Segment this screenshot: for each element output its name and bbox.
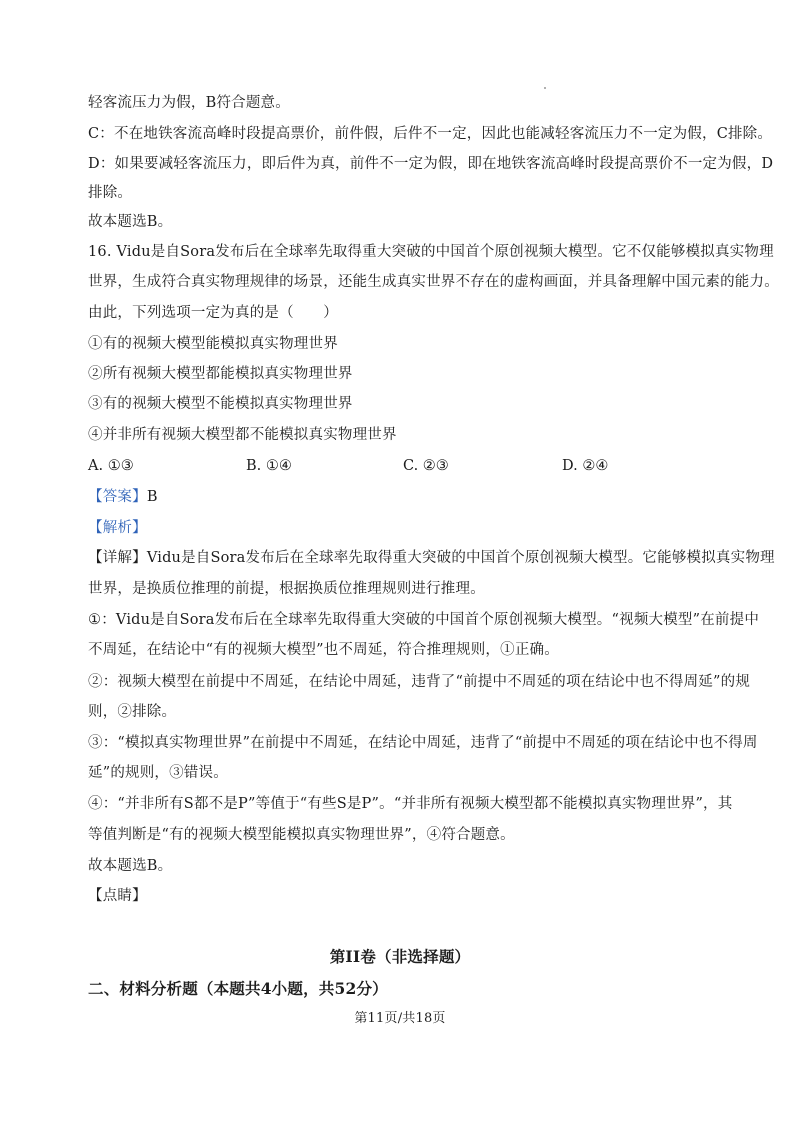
- option-d: D. ②④: [562, 458, 609, 474]
- section-title: 二、材料分析题（本题共4小题，共52分）: [88, 979, 388, 998]
- text-line: D：如果要减轻客流压力，即后件为真，前件不一定为假，即在地铁客流高峰时段提高票价不一定为假，D: [88, 156, 774, 172]
- statement-2: ②所有视频大模型都能模拟真实物理世界: [88, 366, 353, 382]
- detail-line: 等值判断是“有的视频大模型能模拟真实物理世界”，④符合题意。: [88, 827, 515, 843]
- scan-speck: [544, 87, 546, 89]
- detail-text: Vidu是自Sora发布后在全球率先取得重大突破的中国首个原创视频大模型。它能够模拟真实物理: [146, 550, 775, 566]
- detail-line: 延”的规则，③错误。: [88, 765, 228, 781]
- text-line: 故本题选B。: [88, 214, 173, 230]
- detail-line: 故本题选B。: [88, 858, 173, 874]
- question-16-stem: 16. Vidu是自Sora发布后在全球率先取得重大突破的中国首个原创视频大模型。它不仅能够模拟真实物理: [88, 244, 774, 260]
- detail-line: ③：“模拟真实物理世界”在前提中不周延，在结论中周延，违背了“前提中不周延的项在结论中也不得周: [88, 735, 758, 751]
- detail-line: 则，②排除。: [88, 704, 177, 720]
- statement-1: ①有的视频大模型能模拟真实物理世界: [88, 336, 338, 352]
- analysis-tag: 【解析】: [88, 520, 147, 536]
- text-line: 由此，下列选项一定为真的是（ ）: [88, 305, 338, 321]
- volume-title: 第II卷（非选择题）: [329, 947, 471, 966]
- option-c: C. ②③: [403, 458, 449, 474]
- text-line: 排除。: [88, 185, 133, 201]
- text-line: C：不在地铁客流高峰时段提高票价，前件假，后件不一定，因此也能减轻客流压力不一定为假，C排除。: [88, 126, 773, 142]
- detail-line: ②：视频大模型在前提中不周延，在结论中周延，违背了“前提中不周延的项在结论中也不得周延”的规: [88, 674, 751, 690]
- highlight-tag: 【点睛】: [88, 888, 147, 904]
- text-line: 世界，生成符合真实物理规律的场景，还能生成真实世界不存在的虚构画面，并具备理解中国元素的能力。: [88, 274, 779, 290]
- statement-3: ③有的视频大模型不能模拟真实物理世界: [88, 396, 353, 412]
- answer-tag: 【答案】: [88, 489, 147, 505]
- option-b: B. ①④: [246, 458, 292, 474]
- statement-4: ④并非所有视频大模型都不能模拟真实物理世界: [88, 427, 397, 443]
- detail-line: ④：“并非所有S都不是P”等值于“有些S是P”。“并非所有视频大模型都不能模拟真实物理世界”，其: [88, 796, 733, 812]
- detail-line: 不周延，在结论中“有的视频大模型”也不周延，符合推理规则，①正确。: [88, 642, 559, 658]
- detail-tag: 【详解】: [88, 550, 147, 566]
- detail-line: ①：Vidu是自Sora发布后在全球率先取得重大突破的中国首个原创视频大模型。“视频大模型”在前提中: [88, 612, 760, 628]
- detail-line: 世界，是换质位推理的前提，根据换质位推理规则进行推理。: [88, 581, 485, 597]
- answer-line: [88, 488, 728, 506]
- text-line: 轻客流压力为假，B符合题意。: [88, 95, 290, 111]
- page-footer: 第11页/共18页: [354, 1011, 446, 1026]
- detail-line: [88, 549, 775, 567]
- option-a: A. ①③: [88, 458, 134, 474]
- answer-value: B: [146, 489, 158, 505]
